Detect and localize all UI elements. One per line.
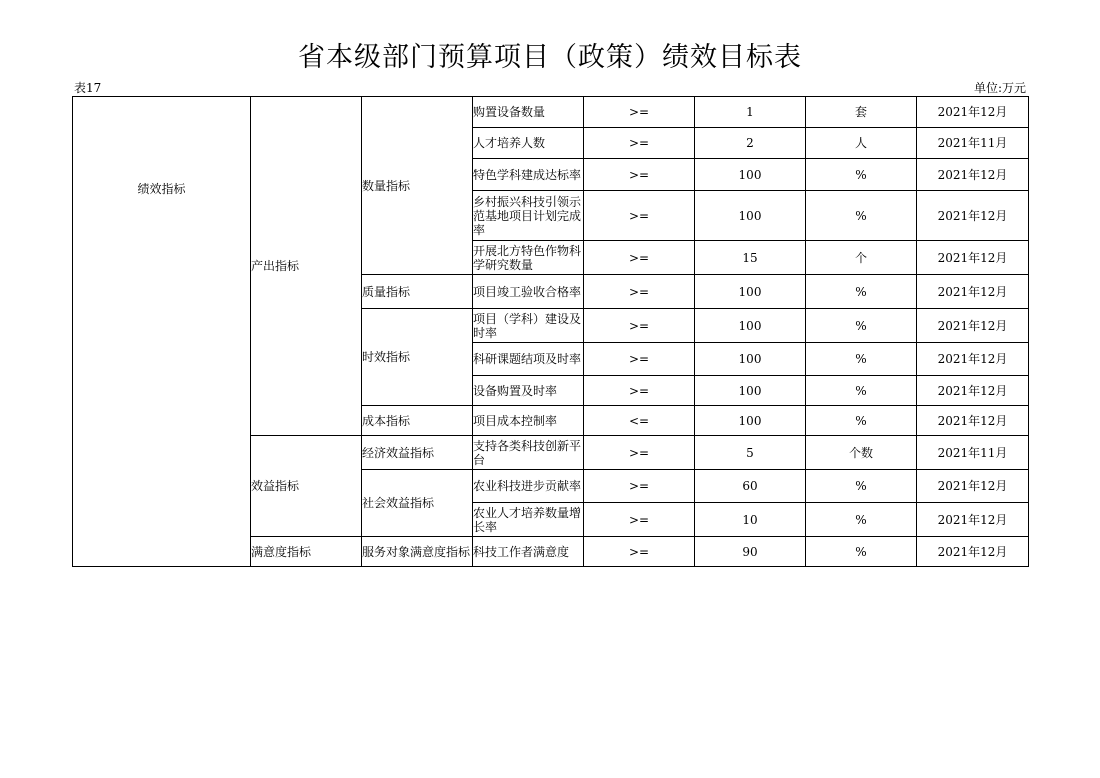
unit-cell[interactable]: % <box>806 309 917 343</box>
date-cell[interactable]: 2021年12月 <box>917 470 1029 503</box>
indicator-name: 乡村振兴科技引领示范基地项目计划完成率 <box>473 194 582 237</box>
unit-cell[interactable]: % <box>806 376 917 406</box>
indicator-name: 项目竣工验收合格率 <box>473 284 582 299</box>
indicator-cell[interactable] <box>473 309 584 343</box>
group-output-cell[interactable] <box>251 97 362 436</box>
sub-economic-cell[interactable] <box>362 436 473 470</box>
sub-quality-label: 质量指标 <box>362 284 411 299</box>
unit-cell[interactable]: % <box>806 406 917 436</box>
indicator-name: 农业人才培养数量增长率 <box>473 505 582 534</box>
operator-cell[interactable]: >= <box>584 275 695 309</box>
unit-cell[interactable]: % <box>806 470 917 503</box>
value-cell[interactable]: 10 <box>695 503 806 537</box>
indicator-name: 项目成本控制率 <box>473 413 558 428</box>
sub-timeliness-label: 时效指标 <box>362 350 411 364</box>
operator-cell[interactable]: >= <box>584 309 695 343</box>
date-cell[interactable]: 2021年12月 <box>917 376 1029 406</box>
value-cell[interactable]: 2 <box>695 128 806 159</box>
date-cell[interactable]: 2021年12月 <box>917 275 1029 309</box>
indicator-name: 开展北方特色作物科学研究数量 <box>473 243 582 272</box>
page-title: 省本级部门预算项目（政策）绩效目标表 <box>298 42 802 73</box>
indicator-cell[interactable] <box>473 241 584 275</box>
value-cell[interactable]: 90 <box>695 537 806 567</box>
indicator-cell[interactable] <box>473 275 584 309</box>
date-cell[interactable]: 2021年12月 <box>917 191 1029 241</box>
sub-timeliness-cell[interactable] <box>362 309 473 406</box>
unit-cell[interactable]: % <box>806 503 917 537</box>
unit-note: 单位:万元 <box>973 81 1026 95</box>
indicator-cell[interactable] <box>473 470 584 503</box>
operator-cell[interactable]: >= <box>584 503 695 537</box>
value-cell[interactable]: 100 <box>695 191 806 241</box>
indicator-name: 农业科技进步贡献率 <box>473 479 582 493</box>
unit-cell[interactable]: % <box>806 191 917 241</box>
operator-cell[interactable]: >= <box>584 97 695 128</box>
date-cell[interactable]: 2021年12月 <box>917 309 1029 343</box>
indicator-name: 人才培养人数 <box>473 136 546 150</box>
level1-label: 绩效指标 <box>137 182 186 197</box>
unit-cell[interactable]: % <box>806 343 917 376</box>
sub-service-label: 服务对象满意度指标 <box>362 544 471 559</box>
level1-cell[interactable] <box>73 97 251 436</box>
date-cell[interactable]: 2021年12月 <box>917 406 1029 436</box>
group-satisfaction-cell[interactable] <box>251 537 362 567</box>
unit-cell[interactable]: 人 <box>806 128 917 159</box>
indicator-cell[interactable] <box>473 436 584 470</box>
sub-social-label: 社会效益指标 <box>362 496 435 510</box>
level1-continuation-cell[interactable] <box>73 436 251 567</box>
value-cell[interactable]: 5 <box>695 436 806 470</box>
indicator-name: 购置设备数量 <box>473 105 546 119</box>
indicator-cell[interactable] <box>473 128 584 159</box>
indicator-name: 科研课题结项及时率 <box>473 352 582 366</box>
operator-cell[interactable]: <= <box>584 406 695 436</box>
value-cell[interactable]: 100 <box>695 406 806 436</box>
sub-cost-label: 成本指标 <box>362 413 411 428</box>
date-cell[interactable]: 2021年12月 <box>917 159 1029 191</box>
indicator-cell[interactable] <box>473 503 584 537</box>
operator-cell[interactable]: >= <box>584 159 695 191</box>
date-cell[interactable]: 2021年12月 <box>917 503 1029 537</box>
indicator-name: 项目（学科）建设及时率 <box>473 311 582 340</box>
value-cell[interactable]: 100 <box>695 159 806 191</box>
value-cell[interactable]: 1 <box>695 97 806 128</box>
indicator-cell[interactable] <box>473 97 584 128</box>
group-benefit-cell[interactable] <box>251 436 362 537</box>
unit-cell[interactable]: % <box>806 275 917 309</box>
value-cell[interactable]: 100 <box>695 309 806 343</box>
indicator-name: 特色学科建成达标率 <box>473 167 582 182</box>
unit-cell[interactable]: % <box>806 537 917 567</box>
table-row <box>73 436 1029 470</box>
sub-service-cell[interactable] <box>362 537 473 567</box>
indicator-cell[interactable] <box>473 406 584 436</box>
unit-cell[interactable]: % <box>806 159 917 191</box>
date-cell[interactable]: 2021年12月 <box>917 537 1029 567</box>
sub-cost-cell[interactable] <box>362 406 473 436</box>
sub-economic-label: 经济效益指标 <box>362 445 435 460</box>
sub-quantity-cell[interactable] <box>362 97 473 275</box>
indicator-cell[interactable] <box>473 537 584 567</box>
operator-cell[interactable]: >= <box>584 436 695 470</box>
unit-cell[interactable]: 个 <box>806 241 917 275</box>
value-cell[interactable]: 100 <box>695 275 806 309</box>
sub-quality-cell[interactable] <box>362 275 473 309</box>
value-cell[interactable]: 100 <box>695 376 806 406</box>
indicator-cell[interactable] <box>473 343 584 376</box>
operator-cell[interactable]: >= <box>584 241 695 275</box>
date-cell[interactable]: 2021年12月 <box>917 343 1029 376</box>
operator-cell[interactable]: >= <box>584 376 695 406</box>
sub-quantity-label: 数量指标 <box>362 178 411 193</box>
value-cell[interactable]: 60 <box>695 470 806 503</box>
table-number: 表17 <box>74 81 102 95</box>
indicator-name: 设备购置及时率 <box>473 383 558 398</box>
indicator-cell[interactable] <box>473 191 584 241</box>
operator-cell[interactable]: >= <box>584 343 695 376</box>
group-benefit-label: 效益指标 <box>251 479 300 493</box>
group-output-label: 产出指标 <box>251 259 300 273</box>
operator-cell[interactable]: >= <box>584 191 695 241</box>
unit-cell[interactable]: 套 <box>806 97 917 128</box>
operator-cell[interactable]: >= <box>584 470 695 503</box>
indicator-cell[interactable] <box>473 159 584 191</box>
indicator-name: 支持各类科技创新平台 <box>473 438 582 467</box>
table-row <box>73 97 1029 128</box>
group-satisfaction-label: 满意度指标 <box>251 544 312 559</box>
value-cell[interactable]: 15 <box>695 241 806 275</box>
performance-target-table-lower <box>72 435 1029 567</box>
date-cell[interactable]: 2021年11月 <box>917 128 1029 159</box>
indicator-name: 科技工作者满意度 <box>473 544 570 559</box>
unit-cell[interactable]: 个数 <box>806 436 917 470</box>
performance-target-table <box>72 96 1029 436</box>
date-cell[interactable]: 2021年12月 <box>917 97 1029 128</box>
operator-cell[interactable]: >= <box>584 128 695 159</box>
sub-social-cell[interactable] <box>362 470 473 537</box>
date-cell[interactable]: 2021年11月 <box>917 436 1029 470</box>
operator-cell[interactable]: >= <box>584 537 695 567</box>
indicator-cell[interactable] <box>473 376 584 406</box>
value-cell[interactable]: 100 <box>695 343 806 376</box>
date-cell[interactable]: 2021年12月 <box>917 241 1029 275</box>
